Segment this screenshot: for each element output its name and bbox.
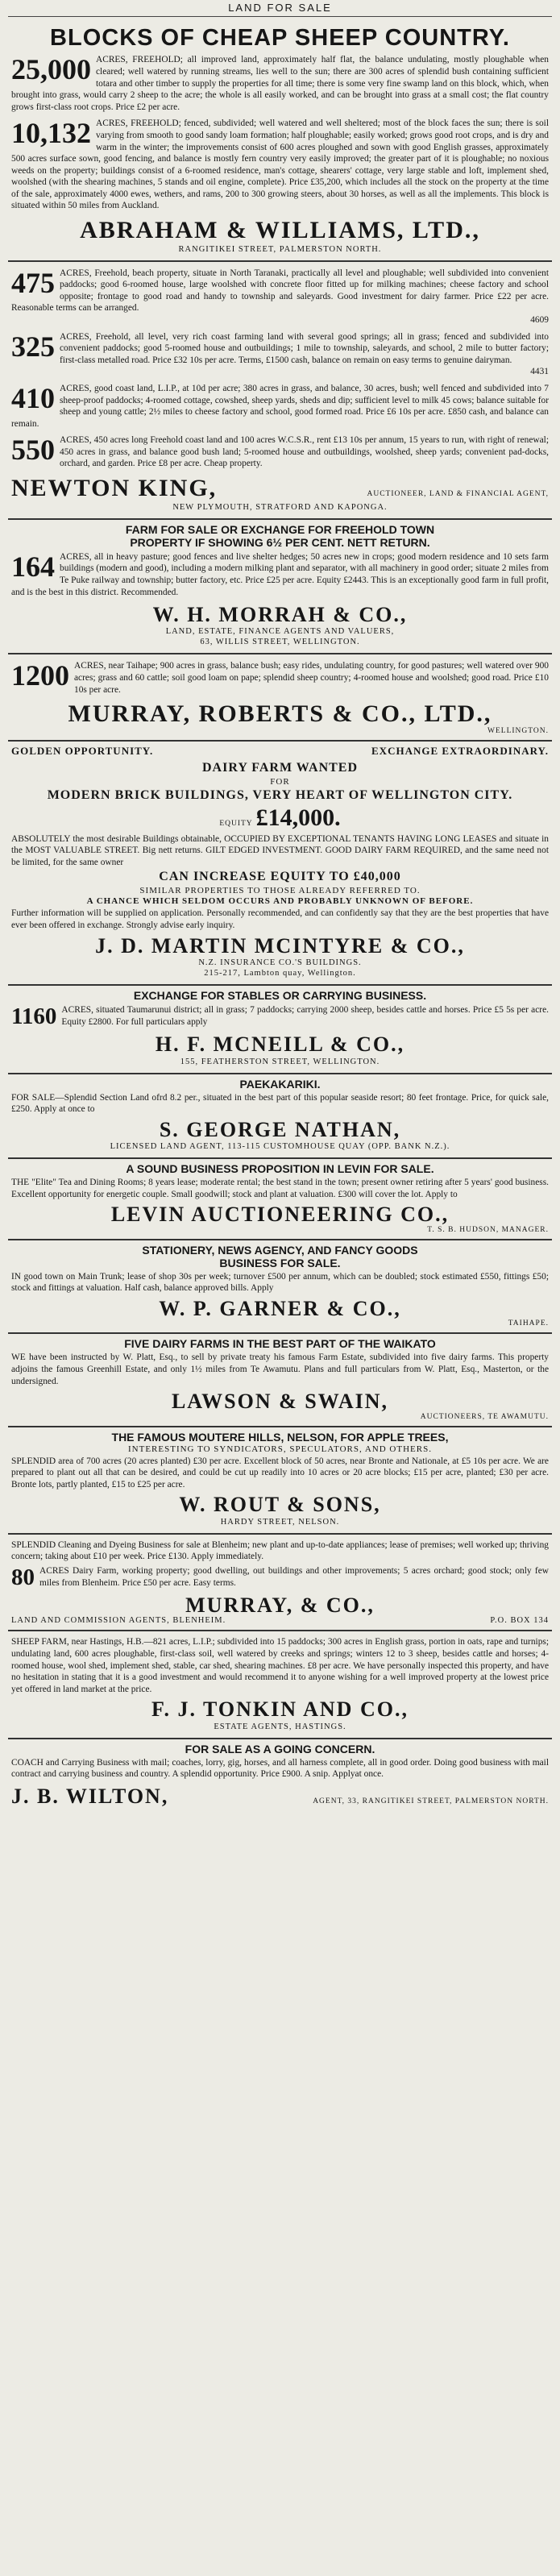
listing-text: ACRES, Freehold, all level, very rich coast farming land with several good springs; all in grass; fenced and subdivided into convenient paddocks; good 5-roomed house and outbuildings; 1 mile to township, saleyards, and school, 2 mile to butter factory; first-class metalled road. Price £32 10s per acre. Terms, £1500 cash, balance on remain on easy terms to genuine dairyman. (60, 331, 549, 365)
listing-text: ACRES, Freehold, beach property, situate in North Taranaki, practically all level and ploughable; well subdivided into convenient paddocks; good 6-roomed house, large woolshed with concrete floor fitted up for milking machines; cheese factory and school opposite; frontage to good road and handy to township and saleyards. Good investment for dairy farmer. Price £22 per acre. Reasonable terms can be arranged. (11, 268, 549, 314)
ad-newton-king (8, 262, 552, 520)
agent-role: AUCTIONEER, LAND & FINANCIAL AGENT, (367, 490, 549, 499)
ad-text: FOR SALE—Splendid Section Land ofrd 8.2 per., situated in the best part of this popular seaside resort; 80 feet frontage. Price, for quick sale, £250. Apply at once to (11, 1092, 549, 1115)
equity-row (11, 804, 549, 832)
listing-text: ACRES, 450 acres long Freehold coast land and 100 acres W.C.S.R., rent £13 10s per annum, 15 years to run, with right of renewal; 450 acres in grass, and balance good bush land; 5-roomed house and outbuildings, woolshed, sheep yards; convenient pad-docks, orchard, and garden. Price £8 per acre. Cheap property. (60, 435, 549, 469)
ad-wilton (8, 1739, 552, 1813)
ad-heading: DAIRY FARM WANTED (201, 760, 359, 775)
listing (11, 660, 549, 696)
ad-levin (8, 1159, 552, 1240)
ad-text: ABSOLUTELY the most desirable Buildings obtainable, OCCUPIED BY EXCEPTIONAL TENANTS HAVING LONG LEASES and situate in the MOST VALUABLE STREET. Big nett returns. GILT EDGED INVESTMENT. GOOD DAIRY FARM REQUIRED, and the same need not be limited, for the same owner (11, 833, 549, 867)
listing (11, 268, 549, 326)
banner-right: EXCHANGE EXTRAORDINARY. (371, 744, 549, 757)
ad-martin-mcintyre (8, 742, 552, 986)
acreage: 410 (11, 381, 55, 414)
ad-heading: FOR SALE AS A GOING CONCERN. (185, 1742, 375, 1755)
banner (11, 745, 549, 758)
agent-address: LAND AND COMMISSION AGENTS, BLENHEIM. (11, 1616, 226, 1626)
ad-heading: PROPERTY IF SHOWING 6½ PER CENT. NETT RETURN. (130, 535, 430, 549)
agent-role: N.Z. INSURANCE CO.'S BUILDINGS. (198, 958, 362, 967)
ad-heading-for: FOR (270, 776, 290, 787)
ad-heading: STATIONERY, NEWS AGENCY, AND FANCY GOODS (142, 1243, 418, 1257)
acreage: 80 (11, 1564, 35, 1590)
agent-address-row (11, 1616, 549, 1625)
ad-heading: PAEKAKARIKI. (239, 1077, 321, 1091)
listing-text: ACRES Dairy Farm, working property; good dwelling, out buildings and other improvements; 5 acres orchard; good stock; only few miles from Blenheim. Price £50 per acre. Easy terms. (39, 1565, 549, 1588)
ad-text: THE "Elite" Tea and Dining Rooms; 8 years lease; moderate rental; the best stand in the town; present owner retiring after 5 years' good business. Excellent opportunity for energetic couple. Small goodwill; stock and plant at valuation. £300 will cover the lot. Apply to (11, 1178, 549, 1199)
acreage: 475 (11, 266, 55, 299)
ad-subheading: INTERESTING TO SYNDICATORS, SPECULATORS, AND OTHERS. (128, 1444, 432, 1454)
ad-garner (8, 1240, 552, 1335)
ad-tonkin (8, 1631, 552, 1739)
listing-text: ACRES, FREEHOLD; fenced, subdivided; well watered and well sheltered; most of the block faces the sun; there is soil varying from smooth to good sandy loam formation; half ploughable; easily worked; grows good root crops, and is dry and warm in the winter; the improvements consist of 600 acres ploughed and sown with good English grasses, approximately 500 acres surface sown, good fencing, and balance is mostly fern country very easily improved; the greater part of it is ploughable; no noxious weeds on the property; buildings consist of a 6-roomed residence, man's cottage, shearers' cottage, very large stable and loft, implement shed, woolshed (with the shearing machines, 5 stands and oil engine, complete). Price £35,200, which includes all the stock on the property at the time of the sale, approximately 4000 ewes, wethers, and rams, 200 to 300 growing steers, about 30 horses, as well as all the implements. This block is situated within 50 miles from Auckland. (11, 118, 549, 211)
listing (11, 1565, 549, 1589)
ad-text: SIMILAR PROPERTIES TO THOSE ALREADY REFERRED TO. (139, 886, 421, 896)
agent-manager: T. S. B. HUDSON, MANAGER. (427, 1225, 549, 1234)
ad-text: SPLENDID Cleaning and Dyeing Business for sale at Blenheim; new plant and up-to-date appliances; lease of premises; well worked up; thriving concern; taking about £10 per week. Price £130. Apply immediately. (11, 1539, 549, 1562)
agent-address: 155, FEATHERSTON STREET, WELLINGTON. (180, 1057, 380, 1066)
acreage: 10,132 (11, 117, 91, 150)
listing-text: ACRES, all in heavy pasture; good fences and live shelter hedges; 50 acres new in crops; good modern residence and 10 sets farm buildings (modern and good), including a modern milking plant and separator, with all machinery in good order; situate 2 miles from Te Puke railway and township; butter factory, etc. Price £25 per acre. Equity £2443. This is an exceptionally good farm in full profit, and is the best in this district. Recommended. (11, 551, 549, 597)
ad-nathan (8, 1074, 552, 1160)
ad-murray-blenheim (8, 1535, 552, 1632)
listing (11, 383, 549, 430)
ad-lawson-swain (8, 1334, 552, 1427)
agent-address: RANGITIKEI STREET, PALMERSTON NORTH. (178, 244, 382, 254)
ad-abraham-williams (8, 22, 552, 262)
acreage: 325 (11, 330, 55, 363)
agent-name: LAWSON & SWAIN, (171, 1390, 389, 1414)
ad-morrah (8, 520, 552, 655)
ad-heading: BLOCKS OF CHEAP SHEEP COUNTRY. (50, 25, 510, 51)
ad-heading: THE FAMOUS MOUTERE HILLS, NELSON, FOR APPLE TREES, (111, 1430, 449, 1444)
agent-name: ABRAHAM & WILLIAMS, LTD., (80, 217, 480, 244)
agent-row (11, 1782, 549, 1807)
agent-address: AGENT, 33, RANGITIKEI STREET, PALMERSTON NORTH. (313, 1797, 549, 1805)
agent-address: 215-217, Lambton quay, Wellington. (204, 968, 356, 978)
listing-text: ACRES, good coast land, L.I.P., at 10d per acre; 380 acres in grass, and balance, 30 acres, bush; well fenced and subdivided into 7 sheep-proof paddocks; 4-roomed cottage, cowshed, sheep yards, sheds and dip; sufficient level to milk 45 cows; balance suitable for sheep and young cattle; 2½ miles to cheese factory and school, good formed road. Price £6 10s per acre. £850 cash, and balance can remain. (11, 383, 549, 429)
ad-murray-roberts (8, 654, 552, 741)
equity-label: EQUITY (219, 819, 253, 828)
agent-box: P.O. BOX 134 (490, 1616, 549, 1626)
ad-heading: FARM FOR SALE OR EXCHANGE FOR FREEHOLD TOWN (125, 522, 435, 536)
agent-name: W. P. GARNER & CO., (159, 1297, 401, 1321)
agent-row (11, 472, 549, 501)
section-title: LAND FOR SALE (8, 2, 552, 17)
acreage: 550 (11, 434, 55, 467)
ad-text: IN good town on Main Trunk; lease of shop 30s per week; turnover £500 per annum, which can be doubled; stock estimated £550, fittings £50; stock and fittings at valuation. Half cash, balance approved bills. Apply (11, 1271, 549, 1294)
agent-name: H. F. MCNEILL & CO., (155, 1032, 405, 1057)
listing-text: ACRES, FREEHOLD; all improved land, approximately half flat, the balance undulating, mostly ploughable when cleared; well watered by running streams, lies well to the sun; there are 300 acres of splendid bush containing sufficient totara and other timber to supply the properties for all time; there is some very fine swamp land on this block, which, when brought into grass, would carry 2 sheep to the acre; the whole is all easily worked, and can be brought into grass at a small cost; the flat country grows first-class root crops. Price £2 per acre. (11, 55, 549, 112)
acreage: 25,000 (11, 53, 91, 86)
agent-address: ESTATE AGENTS, HASTINGS. (214, 1722, 346, 1731)
ad-heading: EXCHANGE FOR STABLES OR CARRYING BUSINESS. (133, 988, 427, 1002)
listing (11, 118, 549, 212)
ad-text: SHEEP FARM, near Hastings, H.B.—821 acres, L.I.P.; subdivided into 15 paddocks; 300 acres in English grass, portion in oats, rape and turnips; undulating land, 600 acres ploughable, first-class soil, well watered by creeks and springs; winters 12 to 3 sheep, besides cattle and horses; 4-roomed house, wool shed, implement shed, stable, car shed, shearing machines. £8 per acre. We have personally inspected this property, and have no hesitation in stating that it is a good investment and would recommend it to anyone wishing for a well improved property at the lowest price yet offered in land market at the price. (11, 1637, 549, 1694)
acreage: 164 (11, 550, 55, 583)
listing (11, 54, 549, 113)
listing (11, 551, 549, 598)
listing-text: ACRES, situated Taumarunui district; all in grass; 7 paddocks; carrying 2000 sheep, besides cattle and horses. Price £5 5s per acre. Equity £2800. For full particulars apply (61, 1005, 549, 1027)
ad-text: Further information will be supplied on application. Personally recommended, and can confidently say that they are the best properties that have ever been offered in exchange. Strongly advise early inquiry. (11, 908, 549, 931)
ad-heading: BUSINESS FOR SALE. (219, 1256, 341, 1269)
agent-address: 63, WILLIS STREET, WELLINGTON. (200, 638, 360, 647)
agent-name: J. B. WILTON, (11, 1784, 169, 1808)
agent-name: W. ROUT & SONS, (179, 1493, 381, 1517)
agent-name: S. GEORGE NATHAN, (159, 1117, 401, 1141)
agent-address: WELLINGTON. (487, 726, 549, 735)
ad-text: COACH and Carrying Business with mail; coaches, lorry, gig, horses, and all harness complete, all in good order. Doing good business with mail contract and carrying business and country. A splendid opportunity. Price £900. A snip. Applyat once. (11, 1757, 549, 1780)
listing-ref: 4609 (530, 314, 549, 325)
newspaper-page (8, 0, 552, 1812)
agent-name: W. H. MORRAH & CO., (152, 603, 408, 627)
listing-text: ACRES, near Taihape; 900 acres in grass, balance bush; easy rides, undulating country, for good pastures; well watered over 900 acres; grass and 60 cattle; soil good loam on pape; splendid sheep country; 4-roomed house and woolshed; good road. Price £10 10s per acre. (74, 661, 549, 695)
agent-address: AUCTIONEERS, TE AWAMUTU. (420, 1412, 549, 1421)
agent-address: NEW PLYMOUTH, STRATFORD AND KAPONGA. (172, 502, 388, 512)
listing (11, 331, 549, 378)
banner-left: GOLDEN OPPORTUNITY. (11, 744, 154, 757)
agent-address: LICENSED LAND AGENT, 113-115 CUSTOMHOUSE QUAY (OPP. BANK N.Z.). (110, 1142, 450, 1152)
agent-name: J. D. MARTIN MCINTYRE & CO., (95, 933, 465, 958)
agent-name: MURRAY, ROBERTS & CO., LTD., (68, 700, 492, 728)
ad-heading: MODERN BRICK BUILDINGS, VERY HEART OF WELLINGTON CITY. (47, 787, 513, 802)
listing (11, 434, 549, 470)
agent-name: LEVIN AUCTIONEERING CO., (110, 1203, 450, 1227)
agent-name: MURRAY, & CO., (185, 1593, 375, 1618)
agent-name: F. J. TONKIN AND CO., (151, 1697, 409, 1722)
agent-role: LAND, ESTATE, FINANCE AGENTS AND VALUERS, (165, 627, 395, 637)
ad-highlight: CAN INCREASE EQUITY TO £40,000 (159, 870, 401, 884)
equity-value: £14,000. (255, 804, 341, 831)
agent-address: TAIHAPE. (508, 1319, 549, 1328)
ad-rout (8, 1427, 552, 1535)
agent-address: HARDY STREET, NELSON. (220, 1517, 340, 1527)
ad-text: SPLENDID area of 700 acres (20 acres planted) £30 per acre. Excellent block of 50 acres, near Bronte and Nationale, at £5 10s per acre. We are prepared to plant out all that can be desired, and could be cut up readily into 10 acres or 20 acre blocks; £15 per acre, planted; £30 per acre. Bronte lots, partly planted, £15 to £25 per acre. (11, 1456, 549, 1490)
agent-name: NEWTON KING, (11, 475, 218, 502)
ad-text: WE have been instructed by W. Platt, Esq., to sell by private treaty his famous Farm Estate, subdivided into five dairy farms. This property adjoins the famous Greenhill Estate, and only 1½ miles from Te Awamutu. Plans and full particulars from W. Platt, Esq., Masterton, or the undersigned. (11, 1352, 549, 1386)
ad-text: A CHANCE WHICH SELDOM OCCURS AND PROBABLY UNKNOWN OF BEFORE. (86, 896, 474, 907)
acreage: 1160 (11, 1003, 57, 1030)
ad-mcneill (8, 986, 552, 1074)
listing (11, 1004, 549, 1028)
listing-ref: 4431 (530, 367, 549, 377)
ad-heading: A SOUND BUSINESS PROPOSITION IN LEVIN FOR SALE. (126, 1162, 434, 1176)
acreage: 1200 (11, 659, 69, 692)
ad-heading: FIVE DAIRY FARMS IN THE BEST PART OF THE WAIKATO (124, 1337, 436, 1351)
